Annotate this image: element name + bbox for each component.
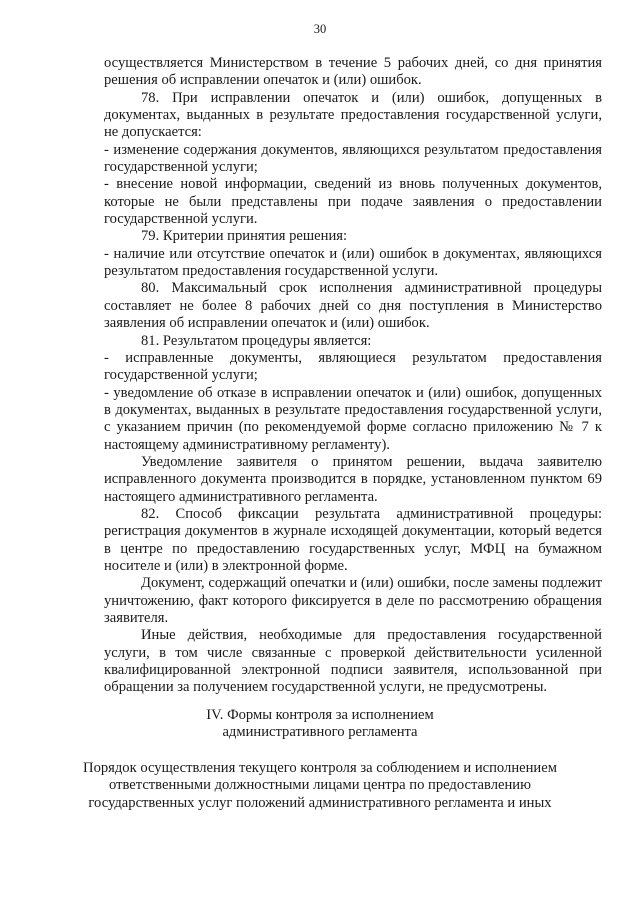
section-heading-line: IV. Формы контроля за исполнением (206, 707, 434, 723)
paragraph: 78. При исправлении опечаток и (или) ошибок, допущенных в документах, выданных в результате предоставления государственной услуги, не допускается: (104, 89, 602, 141)
subsection-heading (0, 760, 640, 812)
subsection-heading-line: государственных услуг положений административного регламента и иных (88, 794, 552, 811)
paragraph: осуществляется Министерством в течение 5 рабочих дней, со дня принятия решения об исправлении опечаток и (или) ошибок. (104, 55, 602, 89)
page-number: 30 (313, 22, 327, 36)
paragraph: Уведомление заявителя о принятом решении, выдача заявителю исправленного документа производится в порядке, установленном пунктом 69 настоящего административного регламента. (104, 453, 602, 505)
section-heading (0, 707, 640, 742)
list-item: - изменение содержания документов, являющихся результатом предоставления государственной услуги; (104, 141, 602, 176)
paragraph: 79. Критерии принятия решения: (141, 228, 348, 245)
list-item: - исправленные документы, являющиеся результатом предоставления государственной услуги; (104, 349, 602, 384)
list-item: - внесение новой информации, сведений из вновь полученных документов, которые не были представлены при подаче заявления о предоставлении государственной услуги. (104, 176, 602, 228)
list-item: - уведомление об отказе в исправлении опечаток и (или) ошибок, допущенных в документах, выданных в результате предоставления государственной услуги, с указанием причин (по рекомендуемой форме согласно приложению № 7 к настоящему административному регламенту). (104, 384, 602, 453)
paragraph: Иные действия, необходимые для предоставления государственной услуги, в том числе связанные с проверкой действительности усиленной квалифицированной электронной подписи заявителя, использованной при обращении за получением государственной услуги, не предусмотрены. (104, 627, 602, 696)
body-text (104, 55, 602, 697)
paragraph: 80. Максимальный срок исполнения административной процедуры составляет не более 8 рабочих дней со дня поступления в Министерство заявления об исправлении опечаток и (или) ошибок. (104, 280, 602, 332)
section-heading-line: административного регламента (222, 724, 418, 741)
list-item: - наличие или отсутствие опечаток и (или) ошибок в документах, являющихся результатом предоставления государственной услуги. (104, 245, 602, 280)
paragraph: 81. Результатом процедуры является: (141, 332, 372, 349)
subsection-heading-line: Порядок осуществления текущего контроля за соблюдением и исполнением (83, 760, 557, 776)
subsection-heading-line: ответственными должностными лицами центра по предоставлению (109, 777, 531, 794)
paragraph: Документ, содержащий опечатки и (или) ошибки, после замены подлежит уничтожению, факт которого фиксируется в деле по рассмотрению обращения заявителя. (104, 575, 602, 626)
paragraph: 82. Способ фиксации результата административной процедуры: регистрация документов в журнале исходящей документации, который ведется в центре по предоставлению государственных услуг, МФЦ на бумажном носителе и (или) в электронной форме. (104, 505, 602, 574)
